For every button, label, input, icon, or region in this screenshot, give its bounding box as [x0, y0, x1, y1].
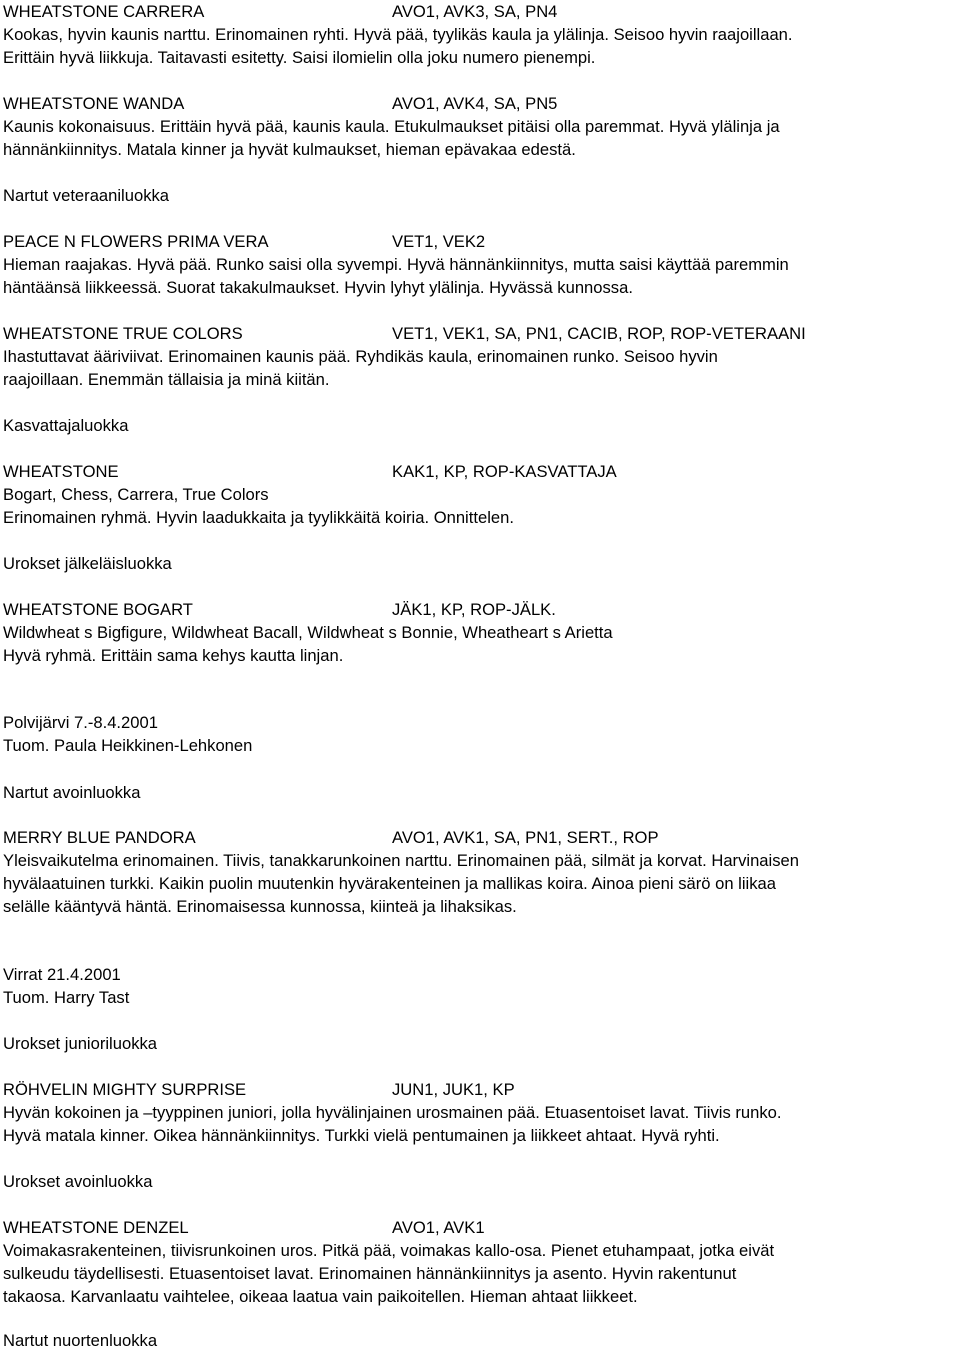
dog-result: AVO1, AVK4, SA, PN5 [392, 94, 558, 113]
description-line: Hieman raajakas. Hyvä pää. Runko saisi olla syvempi. Hyvä hännänkiinnitys, mutta saisi käyttää paremmin [3, 255, 789, 274]
description-line: Wildwheat s Bigfigure, Wildwheat Bacall, Wildwheat s Bonnie, Wheatheart s Arietta [3, 623, 613, 642]
description-line: Bogart, Chess, Carrera, True Colors [3, 485, 269, 504]
class-heading: Kasvattajaluokka [3, 416, 129, 435]
dog-result: JÄK1, KP, ROP-JÄLK. [392, 600, 556, 619]
dog-name: RÖHVELIN MIGHTY SURPRISE [3, 1080, 247, 1099]
dog-result: VET1, VEK1, SA, PN1, CACIB, ROP, ROP-VETERAANI [392, 324, 806, 343]
class-heading: Nartut nuortenluokka [3, 1331, 158, 1350]
dog-name: WHEATSTONE TRUE COLORS [3, 324, 243, 343]
entry-line [3, 322, 958, 345]
entry-line [3, 1216, 958, 1239]
description-line: raajoillaan. Enemmän tällaisia ja minä kiitän. [3, 370, 330, 389]
dog-result: KAK1, KP, ROP-KASVATTAJA [392, 462, 617, 481]
class-heading: Nartut veteraaniluokka [3, 186, 170, 205]
entry-line [3, 598, 958, 621]
class-heading: Urokset jälkeläisluokka [3, 554, 172, 573]
description-line: hyvälaatuinen turkki. Kaikin puolin muutenkin hyvärakenteinen ja mallikas koira. Ainoa pieni särö on liikaa [3, 874, 776, 893]
description-line: Voimakasrakenteinen, tiivisrunkoinen uros. Pitkä pää, voimakas kallo-osa. Pienet etuhampaat, jotka eivät [3, 1241, 775, 1260]
dog-name: WHEATSTONE WANDA [3, 94, 185, 113]
description-line: takaosa. Karvanlaatu vaihtelee, oikeaa laatua vain paikoitellen. Hieman ahtaat liikkeet. [3, 1287, 638, 1306]
description-line: hännänkiinnitys. Matala kinner ja hyvät kulmaukset, hieman epävakaa edestä. [3, 140, 576, 159]
description-line: Kookas, hyvin kaunis narttu. Erinomainen ryhti. Hyvä pää, tyylikäs kaula ja ylälinja. Seisoo hyvin raajoillaan. [3, 25, 793, 44]
dog-name: WHEATSTONE DENZEL [3, 1218, 189, 1237]
description-line: Polvijärvi 7.-8.4.2001 [3, 713, 158, 732]
dog-name: WHEATSTONE BOGART [3, 600, 193, 619]
entry-line [3, 1078, 958, 1101]
description-line: sulkeudu täydellisesti. Etuasentoiset lavat. Erinomainen hännänkiinnitys ja asento. Hyvin rakentunut [3, 1264, 737, 1283]
description-line: Hyvä matala kinner. Oikea hännänkiinnitys. Turkki vielä pentumainen ja liikkeet ahtaat. Hyvä ryhti. [3, 1126, 720, 1145]
description-line: Erinomainen ryhmä. Hyvin laadukkaita ja tyylikkäitä koiria. Onnittelen. [3, 508, 514, 527]
dog-name: MERRY BLUE PANDORA [3, 828, 196, 847]
description-line: selälle kääntyvä häntä. Erinomaisessa kunnossa, kiinteä ja lihaksikas. [3, 897, 517, 916]
description-line: Kaunis kokonaisuus. Erittäin hyvä pää, kaunis kaula. Etukulmaukset pitäisi olla paremmat. Hyvä ylälinja ja [3, 117, 780, 136]
dog-name: WHEATSTONE CARRERA [3, 2, 205, 21]
class-heading: Urokset junioriluokka [3, 1034, 158, 1053]
description-line: häntäänsä liikkeessä. Suorat takakulmaukset. Hyvin lyhyt ylälinja. Hyvässä kunnossa. [3, 278, 633, 297]
dog-name: WHEATSTONE [3, 462, 119, 481]
dog-name: PEACE N FLOWERS PRIMA VERA [3, 232, 269, 251]
class-heading: Urokset avoinluokka [3, 1172, 153, 1191]
dog-result: AVO1, AVK1, SA, PN1, SERT., ROP [392, 828, 659, 847]
entry-line [3, 826, 958, 849]
dog-result: AVO1, AVK1 [392, 1218, 485, 1237]
dog-result: AVO1, AVK3, SA, PN4 [392, 2, 558, 21]
description-line: Tuom. Paula Heikkinen-Lehkonen [3, 736, 253, 755]
class-heading: Nartut avoinluokka [3, 783, 141, 802]
entry-line [3, 0, 958, 23]
description-line: Yleisvaikutelma erinomainen. Tiivis, tanakkarunkoinen narttu. Erinomainen pää, silmät ja korvat. Harvinaisen [3, 851, 799, 870]
dog-result: JUN1, JUK1, KP [392, 1080, 515, 1099]
description-line: Virrat 21.4.2001 [3, 965, 121, 984]
description-line: Hyvän kokoinen ja –tyyppinen juniori, jolla hyvälinjainen urosmainen pää. Etuasentoiset lavat. Tiivis runko. [3, 1103, 782, 1122]
description-line: Hyvä ryhmä. Erittäin sama kehys kautta linjan. [3, 646, 344, 665]
description-line: Ihastuttavat ääriviivat. Erinomainen kaunis pää. Ryhdikäs kaula, erinomainen runko. Seisoo hyvin [3, 347, 718, 366]
entry-line [3, 230, 958, 253]
entry-line [3, 460, 958, 483]
dog-result: VET1, VEK2 [392, 232, 486, 251]
description-line: Erittäin hyvä liikkuja. Taitavasti esitetty. Saisi ilomielin olla joku numero pienempi. [3, 48, 596, 67]
entry-line [3, 92, 958, 115]
description-line: Tuom. Harry Tast [3, 988, 130, 1007]
